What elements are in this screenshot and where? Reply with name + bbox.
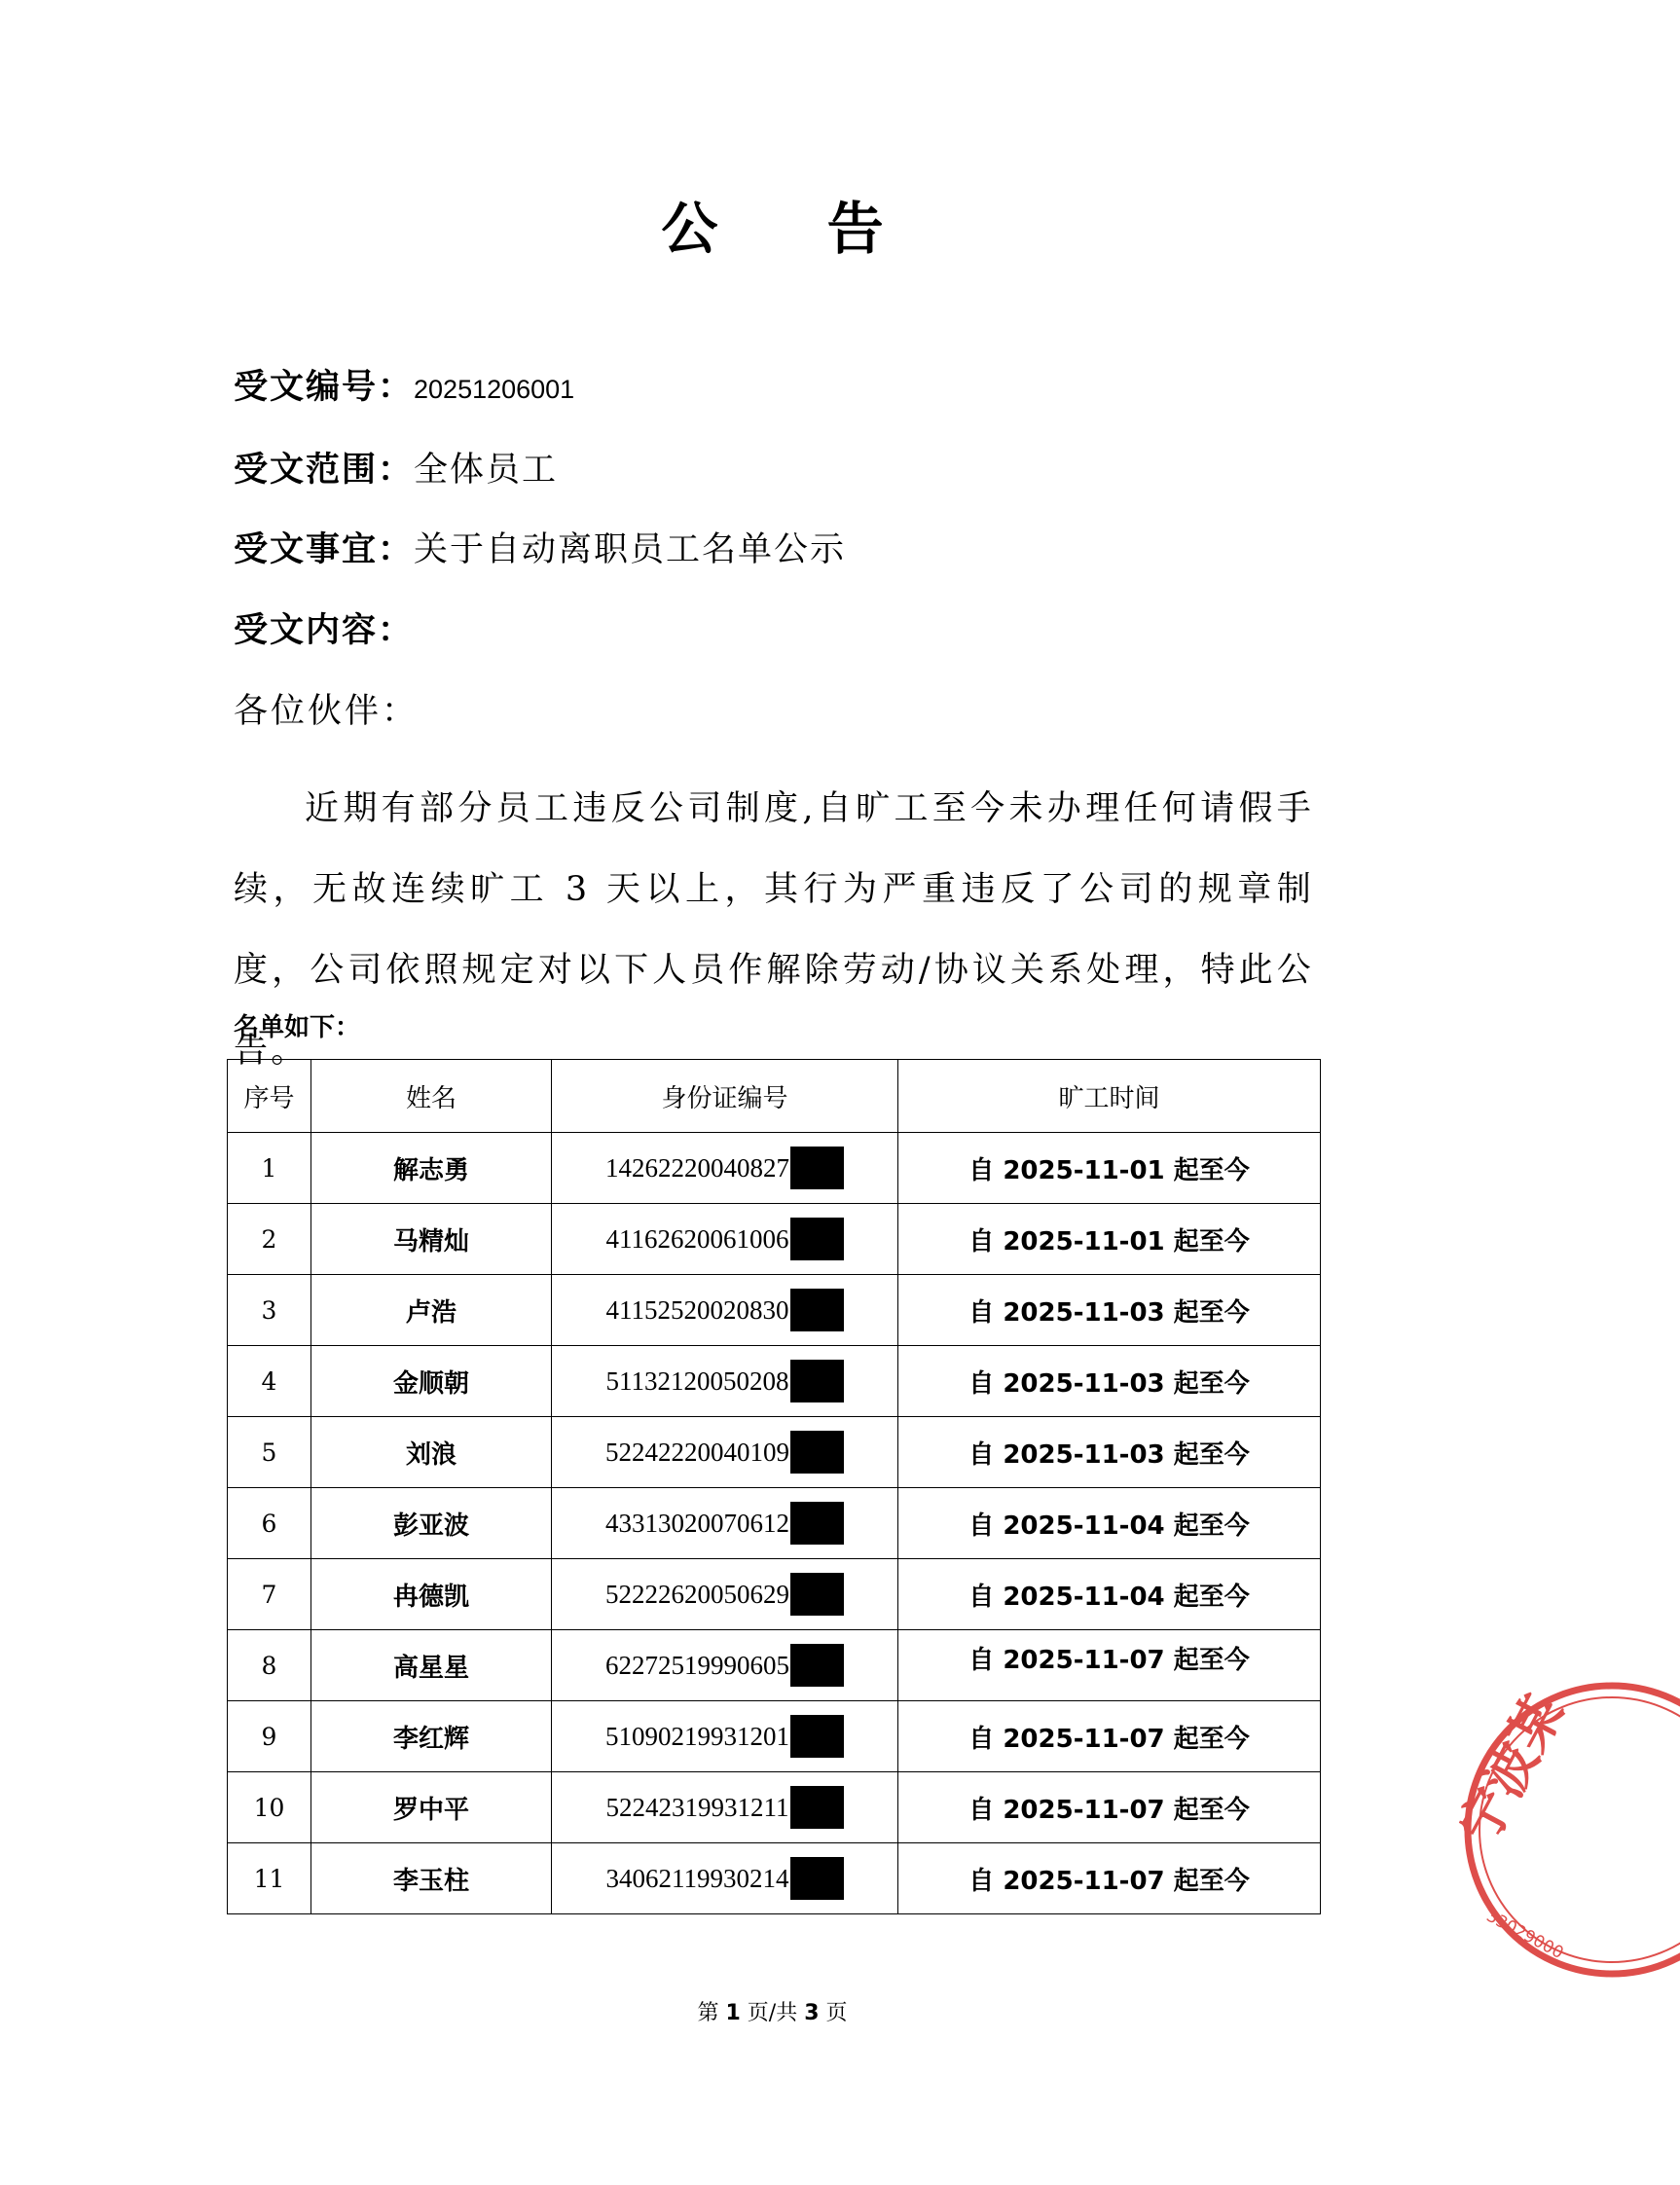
header-name: 姓名 <box>311 1060 552 1133</box>
employee-name: 罗中平 <box>311 1772 552 1843</box>
absence-time: 自 2025-11-07 起至今 <box>898 1772 1321 1843</box>
doc-number-label: 受文编号： <box>234 368 415 407</box>
table-row <box>228 1417 1321 1488</box>
id-number-visible: 41152520020830 <box>605 1294 789 1325</box>
row-number: 5 <box>228 1417 311 1488</box>
employee-name: 李玉柱 <box>311 1843 552 1914</box>
page-title: 公 告 <box>661 196 929 262</box>
scope-label: 受文范围： <box>234 451 415 490</box>
id-number-cell <box>552 1630 898 1701</box>
id-number-wrap <box>606 1289 844 1331</box>
company-seal <box>1446 1674 1680 1985</box>
id-number-cell <box>552 1204 898 1275</box>
table-row <box>228 1133 1321 1204</box>
table-row <box>228 1701 1321 1772</box>
id-number-cell <box>552 1488 898 1559</box>
header-id: 身份证编号 <box>552 1060 898 1133</box>
id-number-cell <box>552 1346 898 1417</box>
employee-name: 彭亚波 <box>311 1488 552 1559</box>
table-header-row <box>228 1060 1321 1133</box>
absence-time: 自 2025-11-03 起至今 <box>898 1275 1321 1346</box>
absence-time: 自 2025-11-07 起至今 <box>898 1630 1321 1701</box>
doc-number-line <box>234 364 574 413</box>
id-number-cell <box>552 1701 898 1772</box>
footer-total-pages: 3 <box>804 2001 820 2025</box>
redaction-block <box>790 1289 844 1331</box>
seal-number: 33029000 <box>1482 1906 1567 1964</box>
redaction-block <box>790 1857 844 1900</box>
row-number: 4 <box>228 1346 311 1417</box>
footer-suffix: 页 <box>819 2001 848 2025</box>
list-label: 名单如下： <box>234 1013 361 1042</box>
id-number-wrap <box>605 1573 844 1616</box>
table-row <box>228 1559 1321 1630</box>
redaction-block <box>790 1431 844 1474</box>
row-number: 8 <box>228 1630 311 1701</box>
subject-label: 受文事宜： <box>234 530 415 569</box>
footer-prefix: 第 <box>697 2001 726 2025</box>
absence-time: 自 2025-11-01 起至今 <box>898 1133 1321 1204</box>
content-line <box>234 607 414 654</box>
employee-name: 刘浪 <box>311 1417 552 1488</box>
scope-line <box>234 447 558 493</box>
id-number-visible: 52222620050629 <box>605 1579 789 1609</box>
subject-line <box>234 527 846 573</box>
redaction-block <box>790 1147 844 1189</box>
doc-number-value: 20251206001 <box>414 375 575 404</box>
row-number: 2 <box>228 1204 311 1275</box>
row-number: 11 <box>228 1843 311 1914</box>
id-number-visible: 14262220040827 <box>605 1152 789 1183</box>
row-number: 10 <box>228 1772 311 1843</box>
id-number-wrap <box>606 1360 844 1402</box>
header-time: 旷工时间 <box>898 1060 1321 1133</box>
redaction-block <box>790 1786 844 1829</box>
id-number-wrap <box>605 1644 844 1687</box>
table-row <box>228 1630 1321 1701</box>
id-number-cell <box>552 1417 898 1488</box>
footer-current-page: 1 <box>725 2001 741 2025</box>
employee-name: 高星星 <box>311 1630 552 1701</box>
absence-time: 自 2025-11-01 起至今 <box>898 1204 1321 1275</box>
table-row <box>228 1772 1321 1843</box>
id-number-cell <box>552 1843 898 1914</box>
id-number-cell <box>552 1772 898 1843</box>
absence-time: 自 2025-11-07 起至今 <box>898 1701 1321 1772</box>
id-number-cell <box>552 1559 898 1630</box>
absence-time: 自 2025-11-07 起至今 <box>898 1843 1321 1914</box>
table-row <box>228 1204 1321 1275</box>
id-number-visible: 52242319931211 <box>605 1792 789 1822</box>
id-number-wrap <box>606 1218 844 1260</box>
table-body <box>228 1133 1321 1914</box>
id-number-visible: 34062119930214 <box>605 1863 789 1893</box>
seal-text: 宁波某 <box>1446 1685 1576 1854</box>
id-number-cell <box>552 1133 898 1204</box>
redaction-block <box>790 1644 844 1687</box>
redaction-block <box>790 1573 844 1616</box>
scope-value: 全体员工 <box>414 451 559 490</box>
greeting: 各位伙伴： <box>234 692 420 731</box>
table-row <box>228 1488 1321 1559</box>
subject-value: 关于自动离职员工名单公示 <box>414 530 847 569</box>
redaction-block <box>790 1502 844 1545</box>
redaction-block <box>790 1218 844 1260</box>
id-number-wrap <box>605 1715 844 1758</box>
id-number-visible: 52242220040109 <box>605 1437 789 1467</box>
employee-table <box>227 1059 1321 1914</box>
id-number-wrap <box>605 1147 844 1189</box>
header-no: 序号 <box>228 1060 311 1133</box>
id-number-cell <box>552 1275 898 1346</box>
employee-name: 金顺朝 <box>311 1346 552 1417</box>
id-number-wrap <box>606 1786 844 1829</box>
id-number-visible: 51090219931201 <box>605 1721 789 1751</box>
employee-name: 卢浩 <box>311 1275 552 1346</box>
absence-time: 自 2025-11-03 起至今 <box>898 1346 1321 1417</box>
table-row <box>228 1843 1321 1914</box>
row-number: 7 <box>228 1559 311 1630</box>
table-row <box>228 1346 1321 1417</box>
row-number: 9 <box>228 1701 311 1772</box>
id-number-visible: 51132120050208 <box>605 1366 789 1396</box>
row-number: 3 <box>228 1275 311 1346</box>
employee-name: 解志勇 <box>311 1133 552 1204</box>
absence-time: 自 2025-11-03 起至今 <box>898 1417 1321 1488</box>
table-row <box>228 1275 1321 1346</box>
id-number-wrap <box>605 1431 844 1474</box>
page-footer <box>0 1998 1545 2029</box>
redaction-block <box>790 1360 844 1402</box>
body-paragraph: 近期有部分员工违反公司制度,自旷工至今未办理任何请假手续，无故连续旷工 3 天以上，其行为严重违反了公司的规章制度，公司依照规定对以下人员作解除劳动/协议关系处理，特此公告。 <box>234 789 1314 1071</box>
redaction-block <box>790 1715 844 1758</box>
row-number: 1 <box>228 1133 311 1204</box>
id-number-visible: 62272519990605 <box>605 1650 789 1680</box>
id-number-wrap <box>605 1502 844 1545</box>
content-label: 受文内容： <box>234 611 415 650</box>
employee-name: 马精灿 <box>311 1204 552 1275</box>
row-number: 6 <box>228 1488 311 1559</box>
absence-time: 自 2025-11-04 起至今 <box>898 1559 1321 1630</box>
employee-name: 李红辉 <box>311 1701 552 1772</box>
id-number-visible: 41162620061006 <box>605 1223 789 1254</box>
employee-name: 冉德凯 <box>311 1559 552 1630</box>
id-number-wrap <box>606 1857 844 1900</box>
absence-time: 自 2025-11-04 起至今 <box>898 1488 1321 1559</box>
id-number-visible: 43313020070612 <box>605 1508 789 1538</box>
footer-middle: 页/共 <box>740 2001 805 2025</box>
